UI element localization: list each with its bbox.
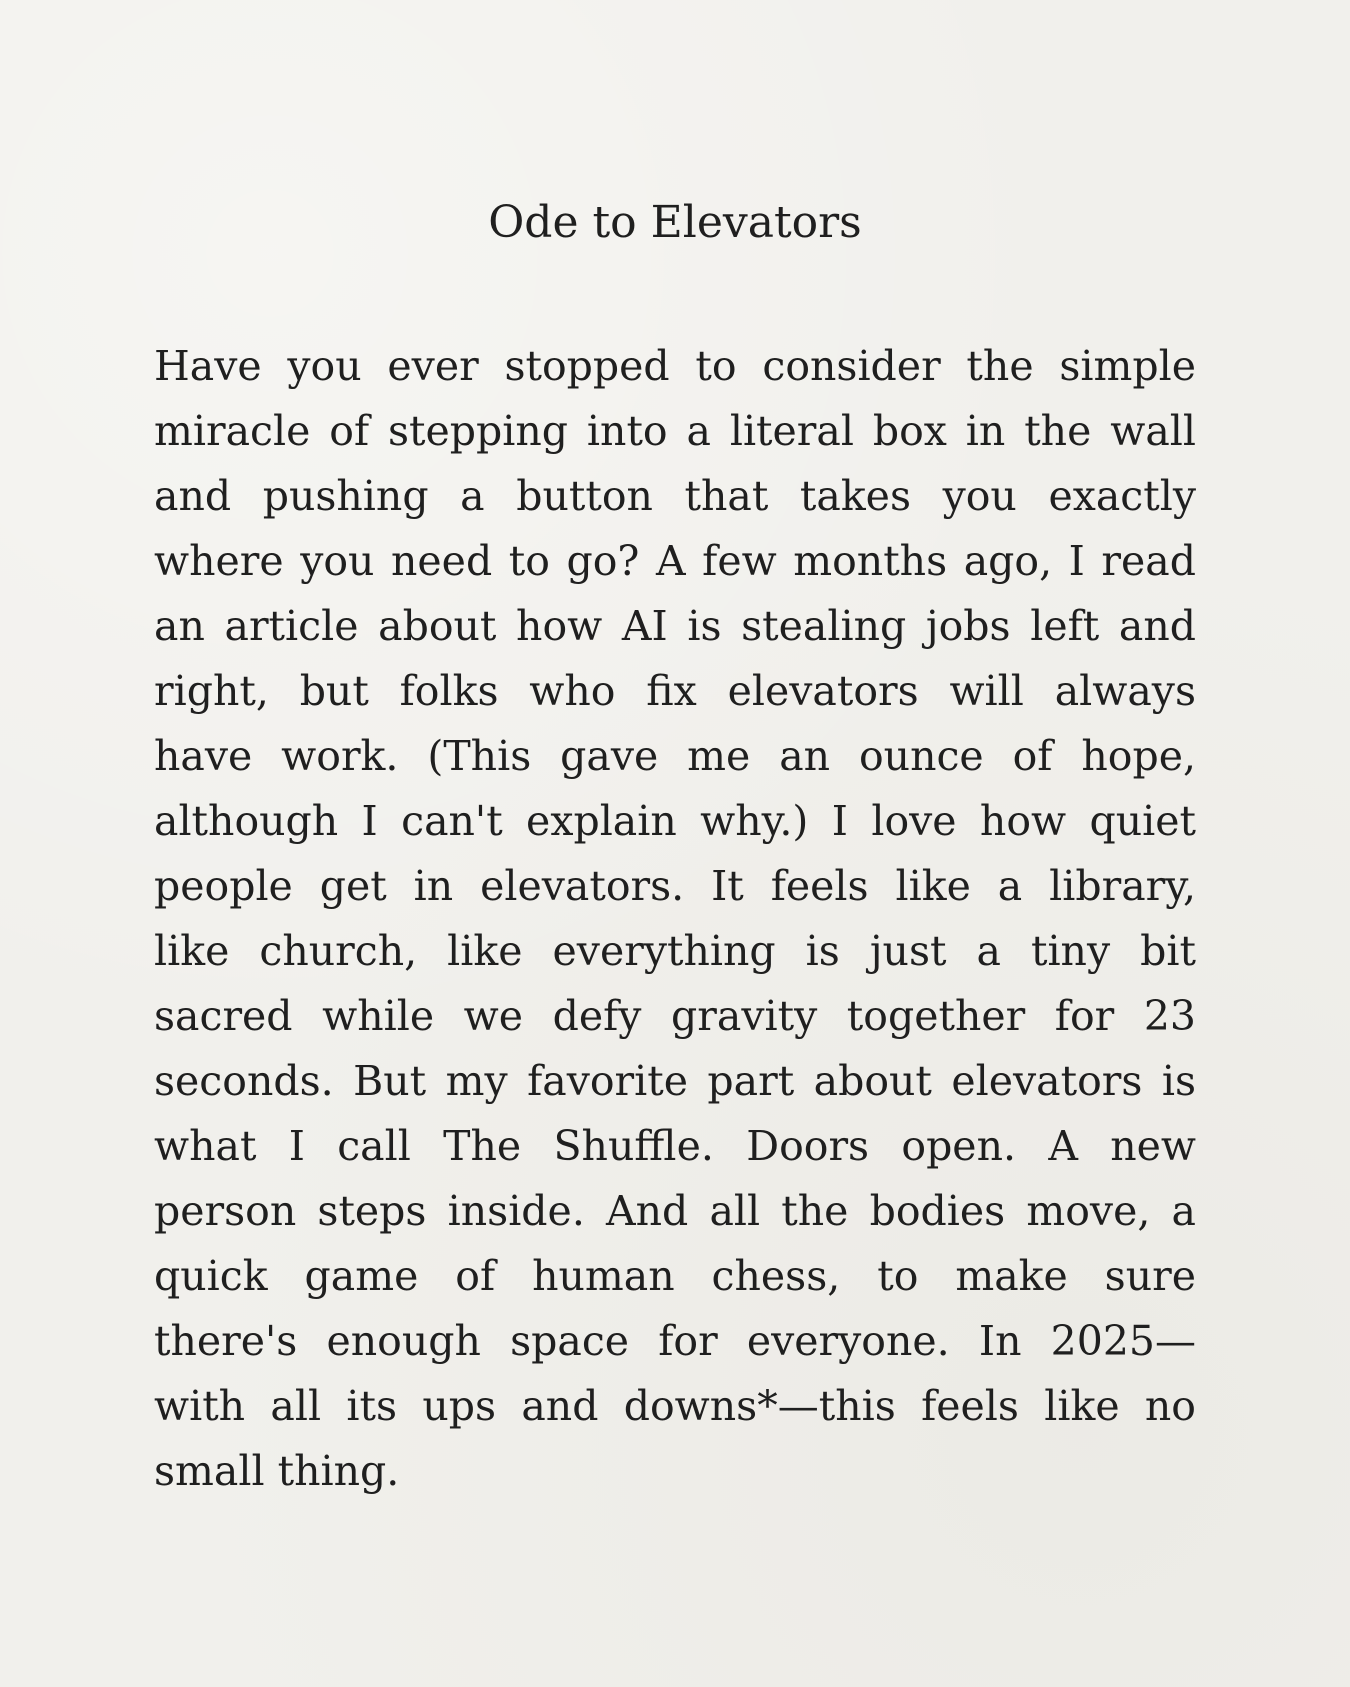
text-line: although I can't explain why.) I love how quiet xyxy=(154,797,1196,845)
text-line: sacred while we defy gravity together for 23 xyxy=(154,992,1196,1040)
text-line: there's enough space for everyone. In 2025— xyxy=(154,1317,1196,1365)
text-line: right, but folks who fix elevators will always xyxy=(154,667,1196,715)
text-line: with all its ups and downs*—this feels like no xyxy=(154,1382,1196,1430)
text-line: miracle of stepping into a literal box in the wall xyxy=(154,407,1196,455)
body-paragraph xyxy=(154,334,1196,1504)
text-line: like church, like everything is just a tiny bit xyxy=(154,927,1196,975)
text-line: what I call The Shuffle. Doors open. A new xyxy=(154,1122,1196,1170)
page-title: Ode to Elevators xyxy=(488,197,862,248)
text-line: people get in elevators. It feels like a library, xyxy=(154,862,1196,910)
text-line: where you need to go? A few months ago, I read xyxy=(154,537,1196,585)
text-line: an article about how AI is stealing jobs left and xyxy=(154,602,1196,650)
text-line: have work. (This gave me an ounce of hope, xyxy=(154,732,1196,780)
text-line: Have you ever stopped to consider the simple xyxy=(154,342,1196,390)
text-line: small thing. xyxy=(154,1447,400,1495)
text-line: seconds. But my favorite part about elevators is xyxy=(154,1057,1196,1105)
text-line: quick game of human chess, to make sure xyxy=(154,1252,1196,1300)
text-line: person steps inside. And all the bodies move, a xyxy=(154,1187,1196,1235)
text-line: and pushing a button that takes you exactly xyxy=(154,472,1196,520)
